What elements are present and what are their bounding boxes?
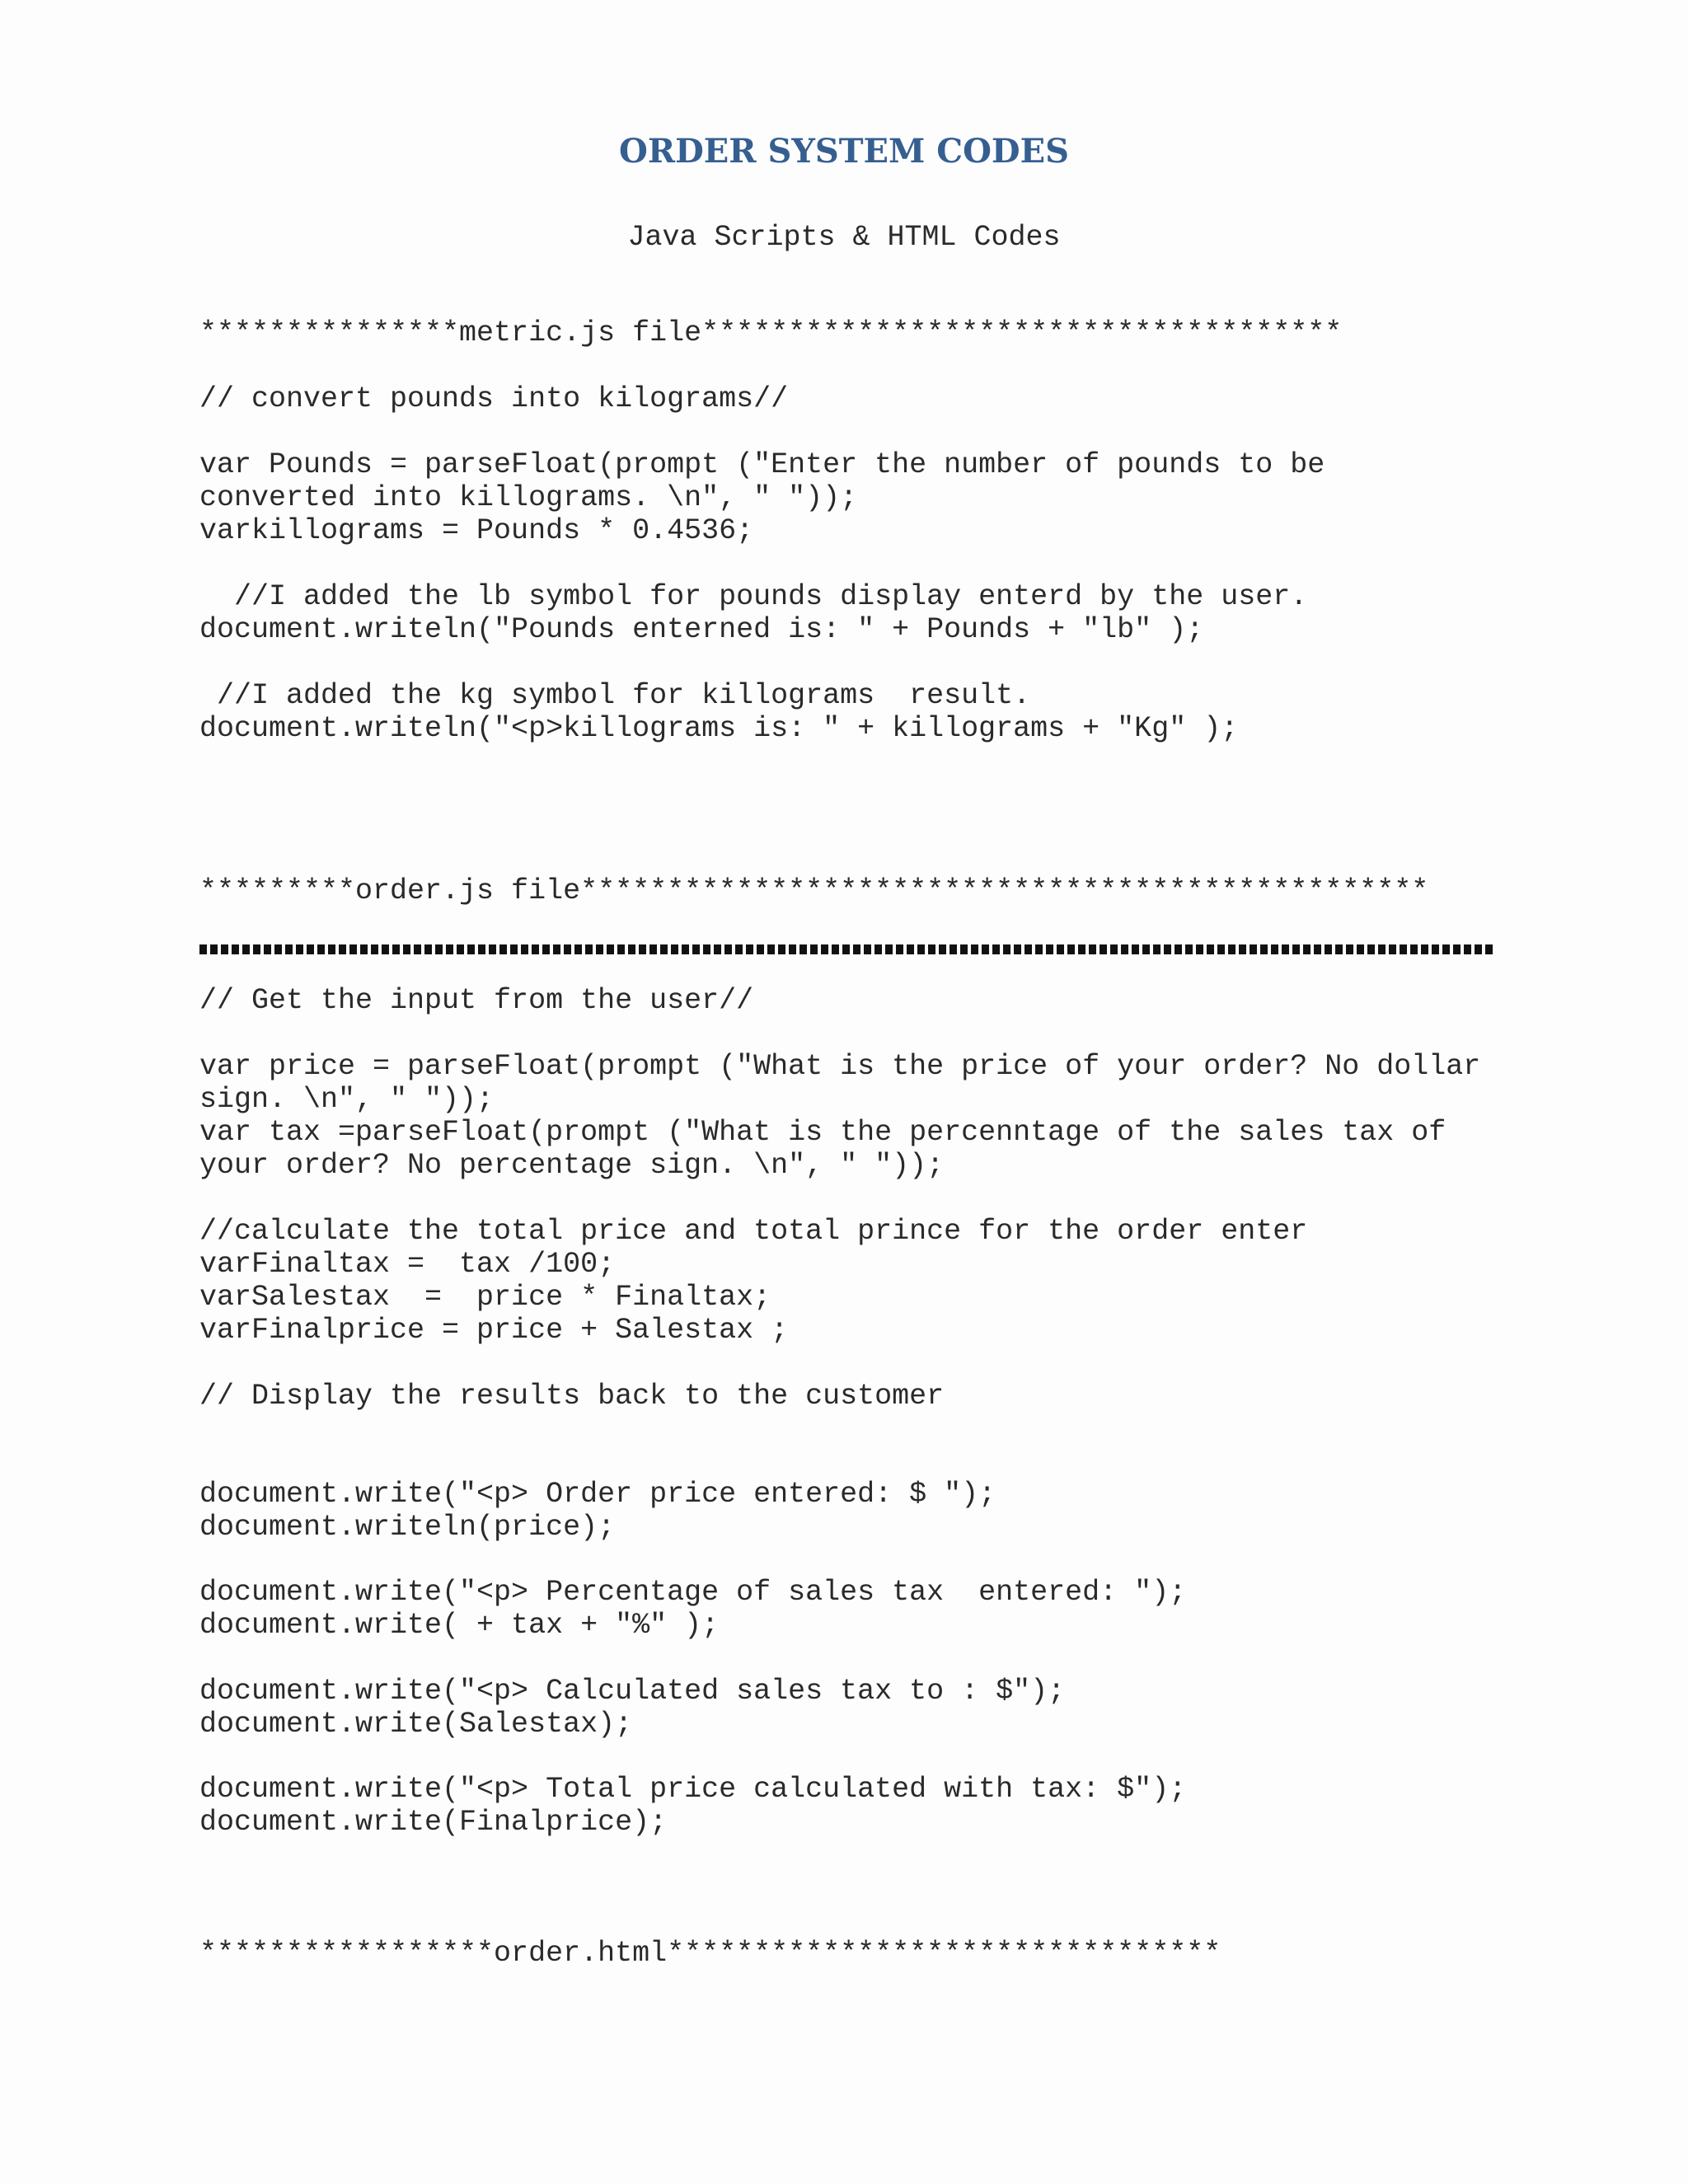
- document-title: ORDER SYSTEM CODES: [619, 132, 1069, 171]
- code-comment: //calculate the total price and total prince for the order enter: [199, 1215, 1308, 1248]
- code-line: document.writeln("<p>killograms is: " + killograms + "Kg" );: [199, 712, 1239, 745]
- code-comment: //I added the kg symbol for killograms result.: [199, 679, 1031, 712]
- code-line: varkillograms = Pounds * 0.4536;: [199, 514, 754, 547]
- code-line: var tax =parseFloat(prompt ("What is the percenntage of the sales tax of: [199, 1116, 1447, 1149]
- code-line: varFinaltax = tax /100;: [199, 1248, 616, 1281]
- code-comment: // convert pounds into kilograms//: [199, 382, 789, 415]
- code-line: converted into killograms. \n", " "));: [199, 481, 858, 514]
- code-line: var price = parseFloat(prompt ("What is the price of your order? No dollar: [199, 1050, 1481, 1083]
- code-line: your order? No percentage sign. \n", " "));: [199, 1149, 945, 1182]
- code-line: document.write("<p> Order price entered: $ ");: [199, 1478, 996, 1511]
- code-comment: // Get the input from the user//: [199, 984, 754, 1017]
- code-line: document.write("<p> Percentage of sales tax entered: ");: [199, 1576, 1187, 1609]
- order-html-section-header: *****************order.html********************************: [199, 1937, 1221, 1970]
- code-line: document.write("<p> Calculated sales tax to : $");: [199, 1675, 1066, 1708]
- code-line: document.write(Finalprice);: [199, 1806, 668, 1839]
- metric-js-section-header: ***************metric.js file*************************************: [199, 316, 1343, 349]
- order-js-section-header: *********order.js file*************************************************: [199, 874, 1429, 907]
- code-line: sign. \n", " "));: [199, 1083, 495, 1116]
- code-line: document.write("<p> Total price calculated with tax: $");: [199, 1773, 1187, 1806]
- code-line: varFinalprice = price + Salestax ;: [199, 1314, 789, 1347]
- code-line: document.write( + tax + "%" );: [199, 1609, 720, 1642]
- code-line: document.writeln(price);: [199, 1511, 616, 1544]
- document-subtitle: Java Scripts & HTML Codes: [627, 221, 1061, 254]
- code-comment: //I added the lb symbol for pounds display enterd by the user.: [199, 580, 1308, 613]
- code-line: var Pounds = parseFloat(prompt ("Enter the number of pounds to be: [199, 448, 1325, 481]
- code-line: document.write(Salestax);: [199, 1708, 633, 1741]
- code-line: varSalestax = price * Finaltax;: [199, 1281, 771, 1314]
- code-comment: // Display the results back to the customer: [199, 1380, 945, 1413]
- dotted-divider: [199, 944, 1493, 954]
- code-line: document.writeln("Pounds enterned is: " + Pounds + "lb" );: [199, 613, 1204, 646]
